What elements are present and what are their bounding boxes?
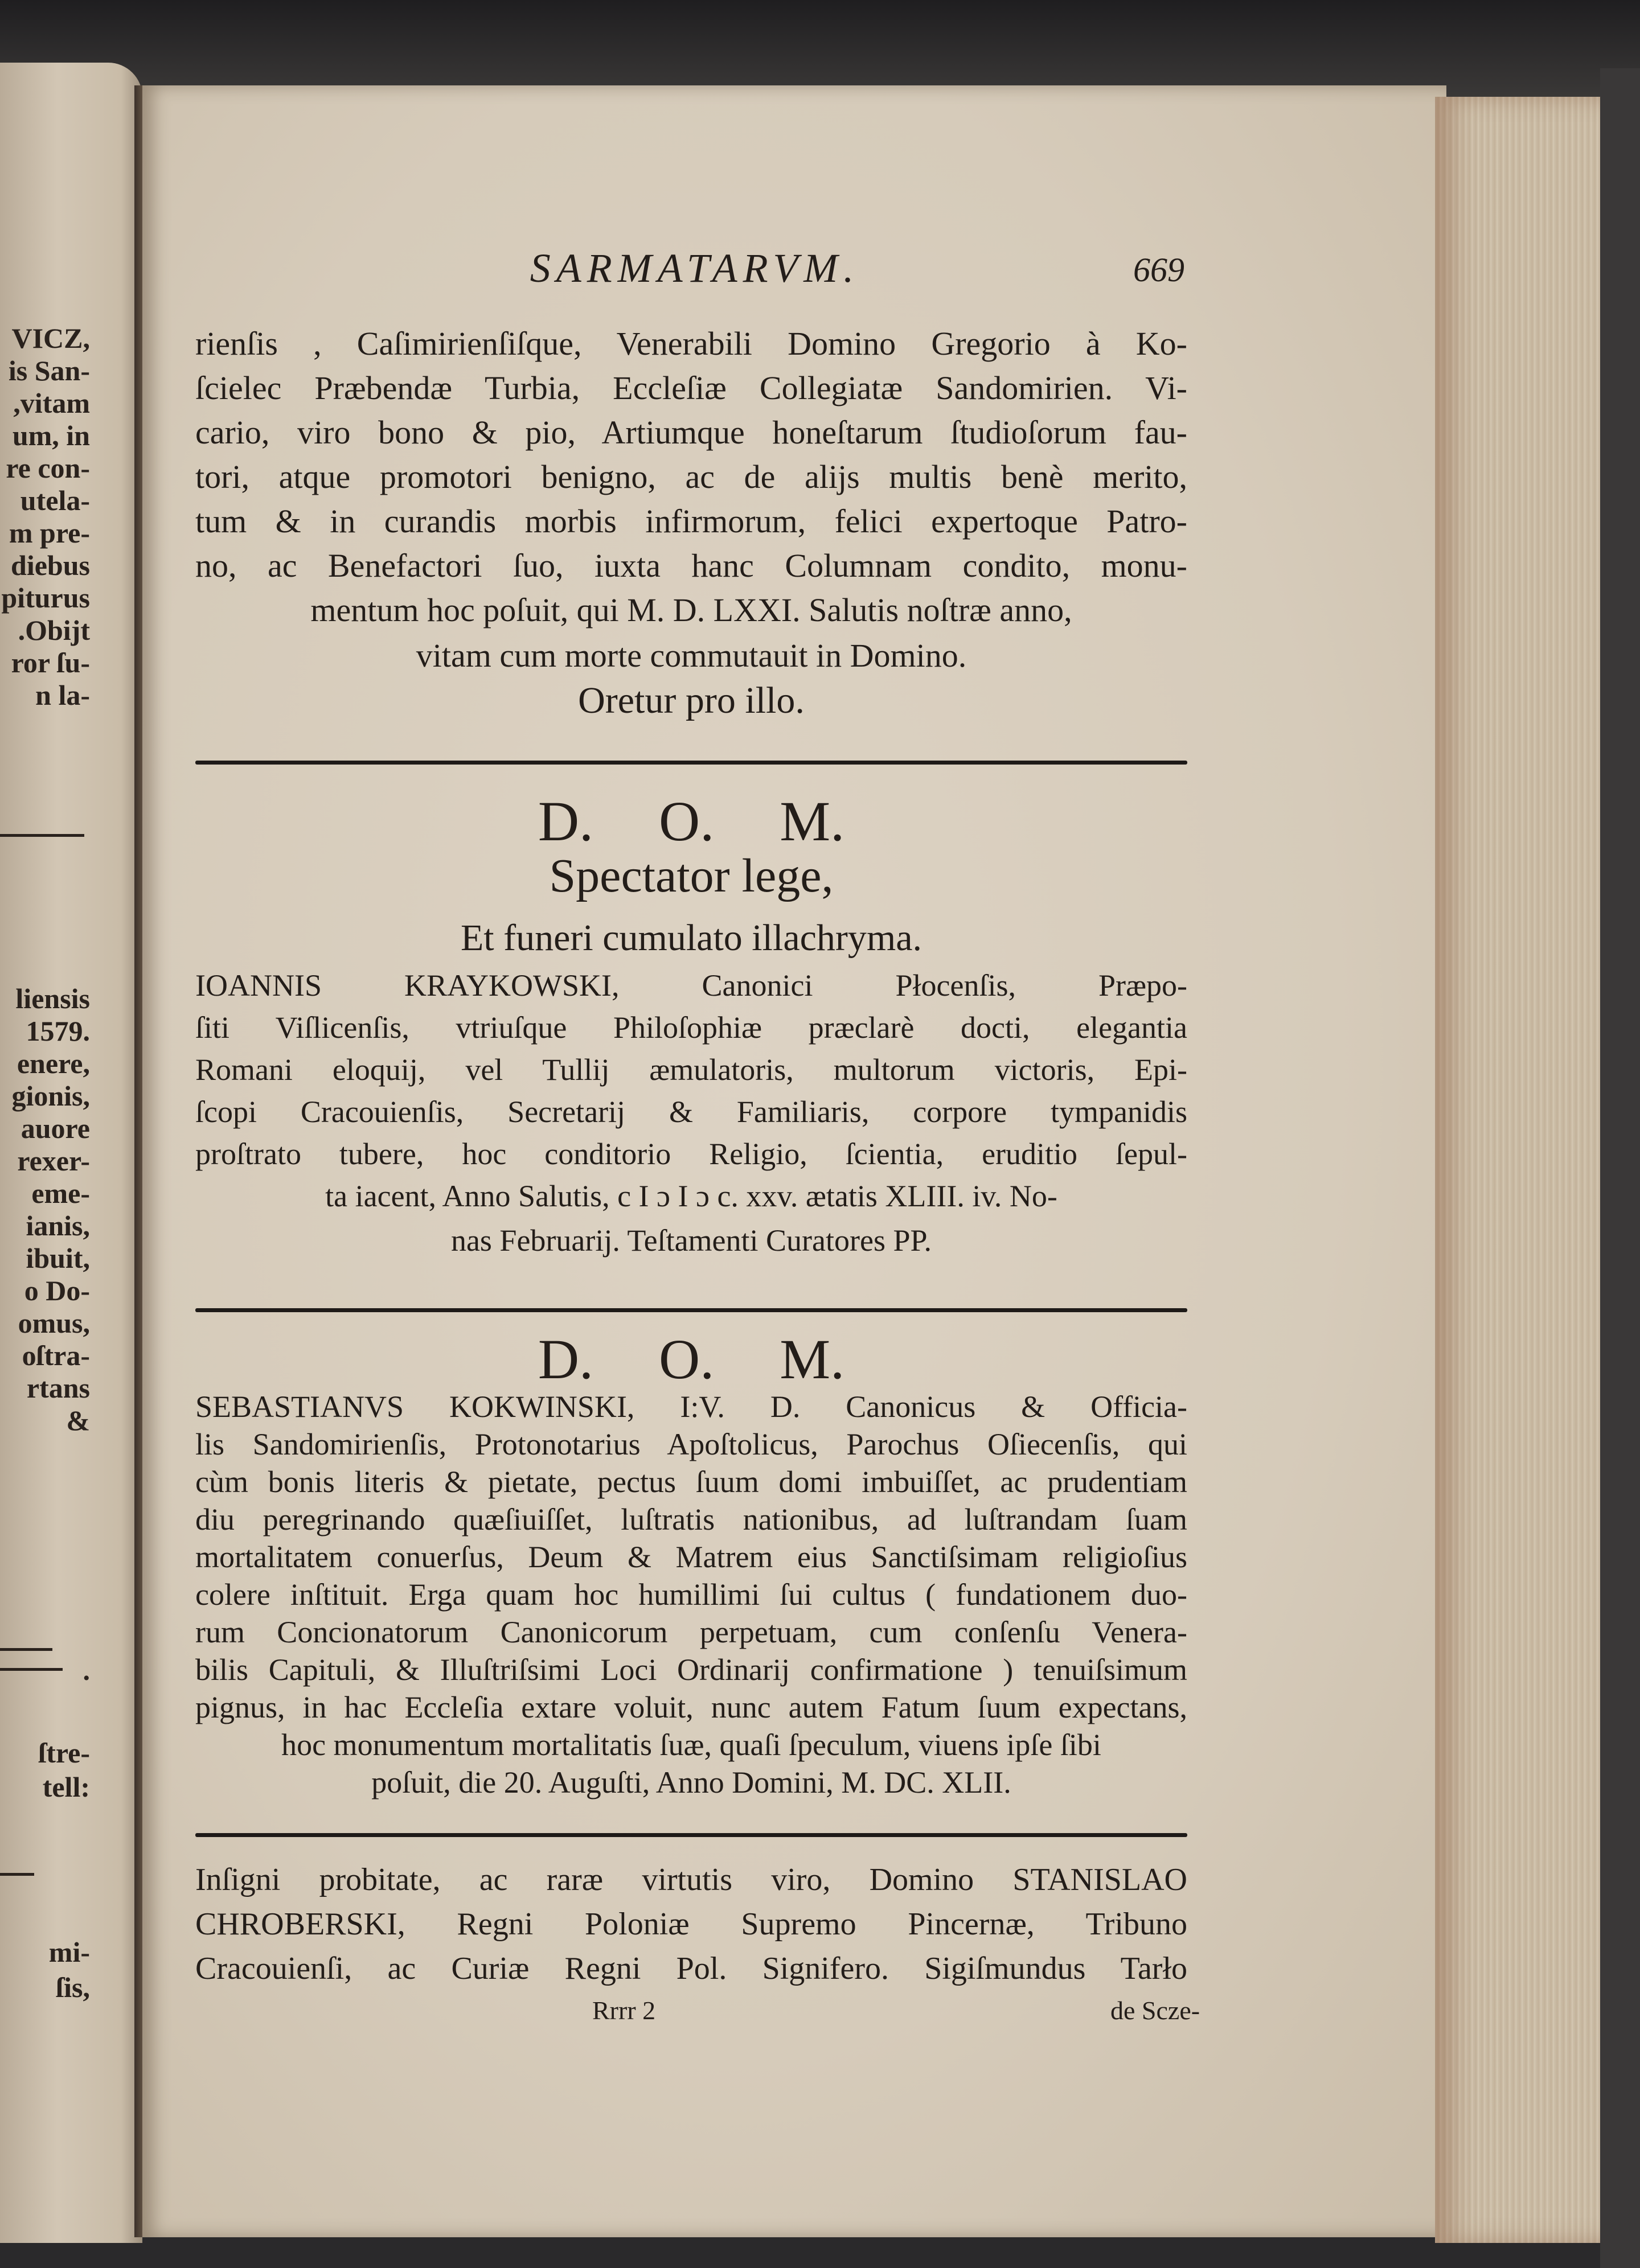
left-page-fragment: eme-: [31, 1177, 90, 1209]
left-page-fragment: utela-: [20, 484, 90, 516]
text-line: IOANNIS KRAYKOWSKI, Canonici Płocenſis, Præpo-: [195, 968, 1187, 1002]
text-line: ſiti Viſlicenſis, vtriuſque Philoſophiæ præclarè docti, elegantia: [195, 1010, 1187, 1045]
dom-heading: D. O. M.: [538, 790, 845, 853]
section-divider: [195, 761, 1187, 765]
left-page-fragment: auore: [20, 1112, 90, 1144]
left-page-fragment: gionis,: [11, 1080, 90, 1112]
text-line: cario, viro bono & pio, Artiumque honeſtarum ſtudioſorum fau-: [195, 414, 1187, 451]
left-page-fragment: ſis,: [56, 1971, 90, 2003]
left-page-rule: [0, 1668, 63, 1671]
left-page-fragment: ſtre-: [38, 1737, 90, 1769]
text-line: rienſis , Caſimirienſiſque, Venerabili Domino Gregorio à Ko-: [195, 325, 1187, 362]
text-line: diu peregrinando quæſiuiſſet, luſtratis nationibus, ad luſtrandam ſuam: [195, 1502, 1187, 1536]
left-page-fragment: omus,: [18, 1307, 90, 1339]
running-title: SARMATARVM.: [530, 245, 860, 291]
left-page-fragment: rexer-: [17, 1145, 90, 1177]
left-page-fragment: o Do-: [24, 1275, 90, 1306]
text-line: tori, atque promotori benigno, ac de alijs multis benè merito,: [195, 458, 1187, 495]
left-page-fragment: um, in: [12, 420, 90, 451]
left-page-fragment: VICZ,: [11, 322, 90, 354]
left-page-fragment: ianis,: [26, 1210, 90, 1242]
left-page-fragment: 1579.: [26, 1015, 90, 1047]
text-line: cùm bonis literis & pietate, pectus ſuum domi imbuiſſet, ac prudentiam: [195, 1465, 1187, 1499]
left-page-fragment: is San-: [8, 355, 90, 387]
text-line: lis Sandomirienſis, Protonotarius Apoſtolicus, Parochus Oſiecenſis, qui: [195, 1427, 1187, 1461]
running-header: [194, 245, 1196, 296]
text-line: tum & in curandis morbis infirmorum, felici expertoque Patro-: [195, 503, 1187, 540]
epitaph-heading: Spectator lege,: [549, 849, 834, 902]
left-page-rule: [0, 834, 84, 837]
catchword: de Scze-: [1110, 1996, 1200, 2025]
text-line: SEBASTIANVS KOKWINSKI, I:V. D. Canonicus & Officia-: [195, 1390, 1187, 1424]
text-line: Inſigni probitate, ac raræ virtutis viro, Domino STANISLAO: [195, 1862, 1187, 1897]
left-page-rule: [0, 1648, 52, 1651]
left-page-fragment: ,vitam: [13, 387, 90, 419]
text-line: no, ac Benefactori ſuo, iuxta hanc Columnam condito, monu-: [195, 547, 1187, 584]
left-page-fragment: mi-: [48, 1936, 90, 1968]
text-line: colere inſtituit. Erga quam hoc humillimi ſui cultus ( fundationem duo-: [195, 1577, 1187, 1612]
left-page: [0, 63, 142, 2243]
text-line: ſcielec Præbendæ Turbia, Eccleſiæ Collegiatæ Sandomirien. Vi-: [195, 369, 1187, 406]
epitaph-subheading: Et funeri cumulato illachryma.: [460, 917, 922, 959]
left-page-fragment: tell:: [42, 1771, 90, 1803]
left-page-fragment: diebus: [11, 549, 90, 581]
page-fore-edge: [1435, 97, 1606, 2243]
left-page-fragment: enere,: [17, 1047, 90, 1079]
text-line: ſcopi Cracouienſis, Secretarij & Familiaris, corpore tympanidis: [195, 1095, 1187, 1129]
book-cover-top: [0, 0, 1640, 97]
text-line: vitam cum morte commutauit in Domino.: [416, 637, 967, 674]
text-line: CHROBERSKI, Regni Poloniæ Supremo Pincernæ, Tribuno: [195, 1907, 1187, 1942]
text-line: Romani eloquij, vel Tullij æmulatoris, multorum victoris, Epi-: [195, 1053, 1187, 1087]
left-page-fragment: re con-: [6, 452, 90, 484]
left-page-fragment: .Obijt: [18, 614, 90, 646]
page-number: 669: [1133, 251, 1184, 289]
text-line: hoc monumentum mortalitatis ſuæ, quaſi ſpeculum, viuens ipſe ſibi: [281, 1728, 1101, 1762]
text-line: proſtrato tubere, hoc conditorio Religio, ſcientia, eruditio ſepul-: [195, 1137, 1187, 1171]
section-divider: [195, 1833, 1187, 1837]
left-page-fragment: m pre-: [9, 517, 90, 549]
text-line: poſuit, die 20. Auguſti, Anno Domini, M. DC. XLII.: [371, 1765, 1011, 1799]
text-line: pignus, in hac Eccleſia extare voluit, nunc autem Fatum ſuum expectans,: [195, 1690, 1187, 1724]
left-page-rule: [0, 1873, 34, 1876]
left-page-fragment: piturus: [1, 582, 90, 614]
book-cover-right: [1600, 68, 1640, 2268]
left-page-fragment: rtans: [26, 1372, 90, 1404]
text-line: nas Februarij. Teſtamenti Curatores PP.: [450, 1223, 932, 1258]
signature-mark: Rrrr 2: [592, 1996, 656, 2025]
text-line: bilis Capituli, & Illuſtriſsimi Loci Ordinarij confirmatione ) tenuiſsimum: [195, 1653, 1187, 1687]
text-line: mentum hoc poſuit, qui M. D. LXXI. Salutis noſtræ anno,: [310, 591, 1072, 628]
text-line: Cracouienſi, ac Curiæ Regni Pol. Signifero. Sigiſmundus Tarło: [195, 1951, 1187, 1986]
left-page-fragment: ror ſu-: [11, 647, 90, 679]
section-divider: [195, 1308, 1187, 1312]
left-page-fragment: liensis: [15, 983, 90, 1014]
closing-line: Oretur pro illo.: [578, 680, 805, 721]
text-line: mortalitatem conuerſus, Deum & Matrem eius Sanctiſsimam religioſius: [195, 1540, 1187, 1574]
text-line: rum Concionatorum Canonicorum perpetuam, cum conſenſu Venera-: [195, 1615, 1187, 1649]
text-line: ta iacent, Anno Salutis, c I ɔ I ɔ c. xxv. ætatis XLIII. iv. No-: [325, 1179, 1057, 1213]
left-page-fragment: &: [66, 1404, 90, 1436]
left-page-fragment: oſtra-: [22, 1340, 90, 1371]
left-page-fragment: .: [83, 1654, 90, 1686]
dom-heading: D. O. M.: [538, 1328, 845, 1391]
left-page-fragment: ibuit,: [26, 1242, 90, 1274]
left-page-fragment: n la-: [35, 679, 90, 711]
